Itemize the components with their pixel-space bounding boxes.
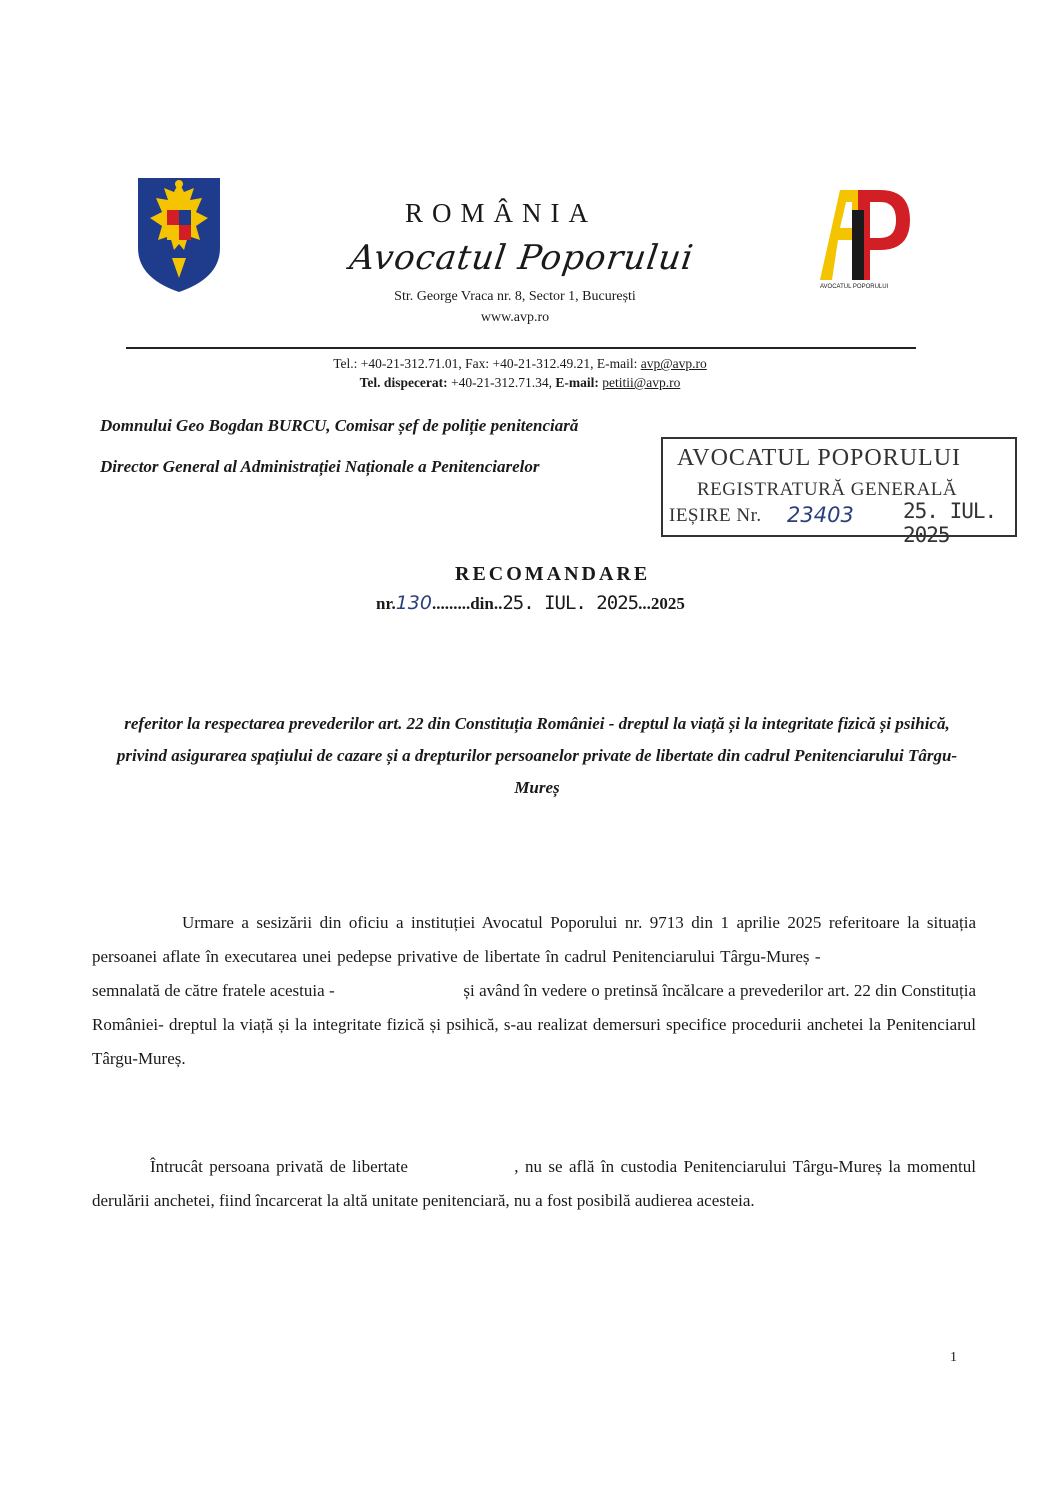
p2-text-a: Întrucât persoana privată de libertate: [150, 1157, 415, 1176]
nr-dots: .........: [431, 594, 471, 613]
page-number: 1: [950, 1350, 957, 1365]
institution-address: Str. George Vraca nr. 8, Sector 1, București: [394, 289, 636, 304]
p1-text-a: Urmare a sesizării din oficiu a instituției Avocatul Poporului nr. 9713 din 1 aprilie 2025 referitoare la situația persoanei aflate în executarea unei pedepse privative de libertate în cadrul Penitenciarului Târgu-Mureș -: [92, 913, 976, 966]
p1-text-b: semnalată de către fratele acestuia -: [92, 981, 340, 1000]
din-dots-after: ...: [638, 594, 651, 613]
country-name: ROMÂNIA: [405, 198, 598, 228]
stamp-date: 25. IUL. 2025: [903, 499, 997, 547]
contact-email-link[interactable]: avp@avp.ro: [640, 356, 707, 371]
body-paragraph-2: [92, 1150, 976, 1218]
petitions-email-label: E-mail:: [555, 375, 599, 390]
dispatcher-label: Tel. dispecerat:: [359, 375, 448, 390]
institution-name: Avocatul Poporului: [347, 238, 697, 278]
body-paragraph-1: [92, 906, 976, 1076]
document-type: RECOMANDARE: [455, 563, 651, 585]
document-number-line: [376, 592, 685, 614]
p1-text-c: și având în vedere o pretinsă încălcare a prevederilor art. 22 din Constituția României- dreptul la viață și la integritate fizică și psihică, s-au realizat demersuri specifice procedurii anchetei la Penitenciarul Târgu-Mureș.: [92, 981, 976, 1068]
stamp-institution: AVOCATUL POPORULUI: [677, 445, 962, 471]
stamp-exit-label: IEȘIRE Nr.: [669, 505, 762, 526]
din-dots-before: ..: [493, 594, 503, 613]
avocatul-poporului-logo-icon: [806, 180, 918, 292]
logo-text: AVOCATUL POPORULUI: [820, 284, 889, 290]
document-date-stamp: 25. IUL. 2025: [502, 592, 639, 614]
header-divider: [126, 347, 916, 349]
contact-line-2: [120, 375, 920, 391]
petitions-email-link[interactable]: petitii@avp.ro: [602, 375, 681, 390]
nr-label: nr.: [376, 594, 396, 613]
document-number-handwritten: 130: [395, 592, 432, 614]
p2-text-b: , nu se află în custodia Penitenciarului Târgu-Mureș la momentul derulării anchetei, fiind încarcerat la altă unitate penitenciară, nu a fost posibilă audierea acesteia.: [92, 1157, 976, 1210]
registry-stamp: [661, 437, 1017, 547]
dispatcher-phone: +40-21-312.71.34,: [447, 375, 556, 390]
stamp-registry: REGISTRATURĂ GENERALĂ: [697, 479, 958, 500]
document-year: 2025: [650, 594, 685, 613]
contact-phone-fax: Tel.: +40-21-312.71.01, Fax: +40-21-312.49.21, E-mail:: [333, 356, 641, 371]
stamp-number-handwritten: 23403: [787, 503, 854, 527]
romanian-coat-of-arms-icon: [134, 170, 224, 294]
document-subject: referitor la respectarea prevederilor art. 22 din Constituția României - dreptul la viață și la integritate fizică și psihică, privind asigurarea spațiului de cazare și a drepturilor persoanelor private de libertate din cadrul Penitenciarului Târgu-Mureș: [116, 714, 958, 797]
contact-line-1: [120, 356, 920, 372]
addressee-name: Domnului Geo Bogdan BURCU, Comisar șef de poliție penitenciară: [100, 416, 579, 435]
institution-website[interactable]: www.avp.ro: [480, 310, 550, 325]
din-label: din: [470, 594, 494, 613]
addressee-title: Director General al Administrației Naționale a Penitenciarelor: [100, 457, 540, 476]
